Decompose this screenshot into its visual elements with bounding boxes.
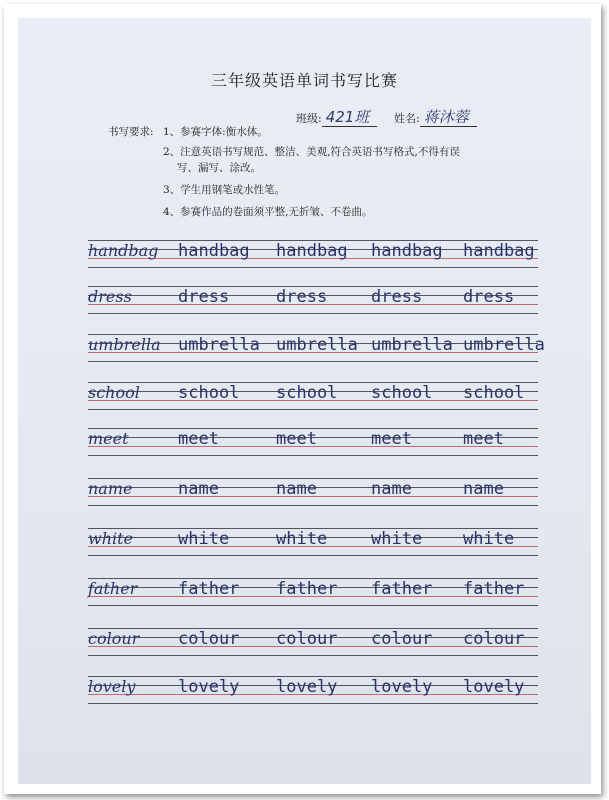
handwritten-word: name bbox=[371, 479, 412, 499]
handwritten-word: dress bbox=[371, 287, 423, 307]
requirement-2-cont: 写、漏写、涂改。 bbox=[177, 162, 261, 174]
handwritten-word: meet bbox=[88, 429, 129, 448]
name-value: 蒋沐蓉 bbox=[420, 108, 477, 127]
handwritten-word: dress bbox=[178, 287, 230, 307]
handwritten-word: school bbox=[276, 383, 338, 403]
handwritten-word: white bbox=[463, 529, 515, 549]
handwritten-word: name bbox=[276, 479, 317, 499]
ruled-line bbox=[88, 361, 538, 362]
handwritten-word: father bbox=[463, 579, 525, 599]
handwritten-word: lovely bbox=[371, 677, 433, 697]
handwritten-word: handbag bbox=[178, 241, 250, 261]
handwritten-word: father bbox=[276, 579, 338, 599]
handwritten-word: colour bbox=[371, 629, 433, 649]
handwritten-word: school bbox=[178, 383, 240, 403]
class-value: 421班 bbox=[322, 108, 378, 127]
ruled-line bbox=[88, 455, 538, 456]
word-row-lovely bbox=[88, 676, 538, 704]
handwritten-word: meet bbox=[276, 429, 317, 449]
handwritten-word: school bbox=[88, 383, 140, 402]
requirement-2: 2、注意英语书写规范、整洁、美观,符合英语书写格式,不得有误 bbox=[163, 146, 460, 158]
handwritten-word: name bbox=[88, 479, 133, 498]
handwritten-word: father bbox=[88, 579, 138, 598]
handwritten-word: umbrella bbox=[371, 335, 453, 355]
handwritten-word: school bbox=[463, 383, 525, 403]
handwritten-word: colour bbox=[463, 629, 525, 649]
word-row-name bbox=[88, 478, 538, 506]
word-row-school bbox=[88, 382, 538, 410]
ruled-line bbox=[88, 267, 538, 268]
handwritten-word: handbag bbox=[88, 241, 159, 260]
ruled-line bbox=[88, 555, 538, 556]
word-row-meet bbox=[88, 428, 538, 456]
word-row-father bbox=[88, 578, 538, 606]
handwritten-word: handbag bbox=[276, 241, 348, 261]
ruled-line bbox=[88, 703, 538, 704]
handwritten-word: umbrella bbox=[88, 335, 161, 354]
handwritten-word: colour bbox=[276, 629, 338, 649]
class-label: 班级: bbox=[296, 112, 322, 125]
ruled-line bbox=[88, 655, 538, 656]
requirement-3: 3、学生用钢笔或水性笔。 bbox=[163, 184, 286, 196]
ruled-line bbox=[88, 505, 538, 506]
requirement-1: 1、参赛字体:衡水体。 bbox=[163, 126, 268, 138]
handwritten-word: father bbox=[371, 579, 433, 599]
handwritten-word: lovely bbox=[88, 677, 136, 696]
handwritten-word: meet bbox=[178, 429, 219, 449]
handwritten-word: handbag bbox=[371, 241, 443, 261]
handwritten-word: dress bbox=[88, 287, 132, 306]
word-row-umbrella bbox=[88, 334, 545, 362]
name-label: 姓名: bbox=[394, 112, 420, 125]
ruled-line bbox=[88, 409, 538, 410]
handwritten-word: meet bbox=[371, 429, 412, 449]
handwritten-word: lovely bbox=[463, 677, 525, 697]
handwritten-word: umbrella bbox=[178, 335, 260, 355]
word-row-colour bbox=[88, 628, 538, 656]
handwritten-word: umbrella bbox=[463, 335, 545, 355]
handwritten-word: colour bbox=[178, 629, 240, 649]
handwritten-word: name bbox=[463, 479, 504, 499]
photo-frame bbox=[4, 4, 601, 794]
handwritten-word: handbag bbox=[463, 241, 535, 261]
requirement-4: 4、参赛作品的卷面须平整,无折皱、不卷曲。 bbox=[163, 206, 373, 218]
handwritten-word: lovely bbox=[178, 677, 240, 697]
handwritten-word: white bbox=[178, 529, 230, 549]
page-title: 三年级英语单词书写比赛 bbox=[210, 71, 398, 90]
word-row-dress bbox=[88, 286, 538, 314]
ruled-line bbox=[88, 313, 538, 314]
handwritten-word: white bbox=[371, 529, 423, 549]
handwritten-word: school bbox=[371, 383, 433, 403]
handwritten-word: umbrella bbox=[276, 335, 358, 355]
word-row-white bbox=[88, 528, 538, 556]
handwritten-word: lovely bbox=[276, 677, 338, 697]
handwritten-word: dress bbox=[276, 287, 328, 307]
handwritten-word: name bbox=[178, 479, 219, 499]
ruled-line bbox=[88, 605, 538, 606]
handwritten-word: dress bbox=[463, 287, 515, 307]
handwritten-word: white bbox=[88, 529, 134, 548]
handwritten-word: white bbox=[276, 529, 328, 549]
handwritten-word: meet bbox=[463, 429, 504, 449]
handwritten-word: father bbox=[178, 579, 240, 599]
worksheet-paper bbox=[18, 18, 591, 784]
handwritten-word: colour bbox=[88, 629, 140, 648]
word-row-handbag bbox=[88, 240, 538, 268]
requirements-label: 书写要求: bbox=[108, 126, 154, 138]
